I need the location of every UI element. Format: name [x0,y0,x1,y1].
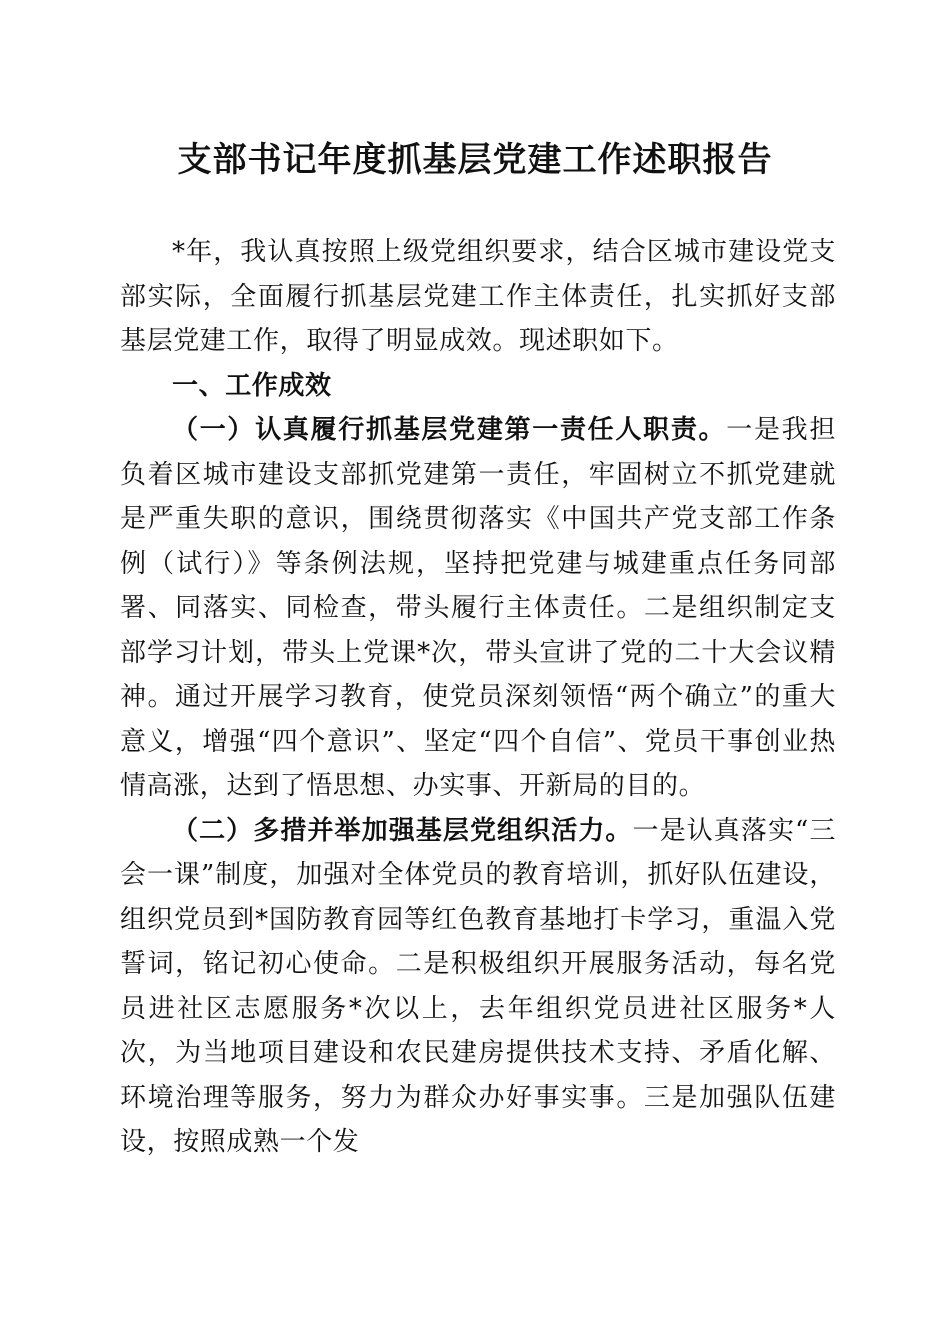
item-1-paragraph [120,408,836,809]
item-1-lead: （一）认真履行抓基层党建第一责任人职责。 [172,415,727,445]
item-1-body: 一是我担负着区城市建设支部抓党建第一责任，牢固树立不抓党建就是严重失职的意识，围绕贯彻落实《中国共产党支部工作条例（试行）》等条例法规，坚持把党建与城建重点任务同部署、同落实、同检查，带头履行主体责任。二是组织制定支部学习计划，带头上党课*次，带头宣讲了党的二十大会议精神。通过开展学习教育，使党员深刻领悟“两个确立”的重大意义，增强“四个意识”、坚定“四个自信”、党员干事创业热情高涨，达到了悟思想、办实事、开新局的目的。 [120,415,836,801]
document-body [120,230,836,1165]
intro-paragraph: *年，我认真按照上级党组织要求，结合区城市建设党支部实际，全面履行抓基层党建工作主体责任，扎实抓好支部基层党建工作，取得了明显成效。现述职如下。 [120,237,836,356]
document-title: 支部书记年度抓基层党建工作述职报告 [177,140,773,180]
item-2-lead: （二）多措并举加强基层党组织活力。 [172,815,633,846]
section-heading: 一、工作成效 [172,370,332,401]
item-2-body: 一是认真落实“三会一课”制度，加强对全体党员的教育培训，抓好队伍建设，组织党员到*国防教育园等红色教育基地打卡学习，重温入党誓词，铭记初心使命。二是积极组织开展服务活动，每名党员进社区志愿服务*次以上，去年组织党员进社区服务*人次，为当地项目建设和农民建房提供技术支持、矛盾化解、环境治理等服务，努力为群众办好事实事。三是加强队伍建设，按照成熟一个发 [120,815,837,1157]
item-2-paragraph [120,809,836,1165]
